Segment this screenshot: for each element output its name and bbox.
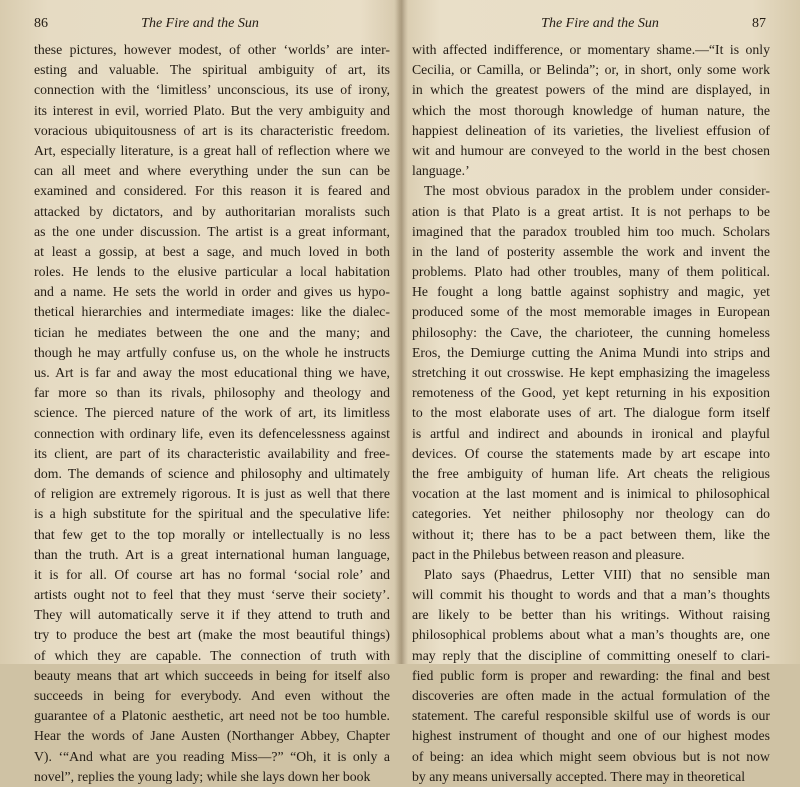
text-line: Art, especially literature, is a great hall of reflection where we bbox=[34, 142, 390, 158]
text-line: beauty means that art which succeeds in being for itself also bbox=[34, 667, 390, 683]
text-line: that few get to the top morally or intellectually is no less bbox=[34, 526, 390, 542]
text-line: guarantee of a Platonic aesthetic, art need not be too humble. bbox=[34, 708, 390, 724]
text-line: to the most elaborate uses of art. The dialogue form itself bbox=[412, 405, 770, 421]
text-line: its client, are part of its characteristic availability and free- bbox=[34, 445, 390, 461]
text-line: roles. He lends to the elusive particular a local habitation bbox=[34, 264, 390, 280]
running-head: The Fire and the Sun bbox=[141, 16, 259, 31]
text-line: far more so than its rivals, philosophy and theology and bbox=[34, 385, 390, 401]
text-line: artists ought not to feel that they must ‘serve their society’. bbox=[34, 587, 390, 603]
text-line: problems. Plato had other troubles, many of them political. bbox=[412, 264, 770, 280]
text-line: try to produce the best art (make the most beautiful things) bbox=[34, 627, 390, 643]
page-number: 87 bbox=[752, 16, 766, 31]
text-line: dom. The demands of science and philosophy and ultimately bbox=[34, 465, 390, 481]
text-line: will commit his thought to words and that a man’s thoughts bbox=[412, 587, 770, 603]
text-line: voracious ubiquitousness of art is its characteristic freedom. bbox=[34, 122, 390, 138]
text-line: of being: an idea which might seem obvious but is not now bbox=[412, 748, 770, 764]
text-line: highest instrument of thought and one of our highest modes bbox=[412, 728, 770, 744]
text-line: with affected indifference, or momentary shame.—“It is only bbox=[412, 42, 770, 57]
left-page bbox=[0, 0, 400, 784]
text-line: in which the greatest powers of the mind are displayed, in bbox=[412, 82, 770, 98]
text-line: it is for all. Of course art has no formal ‘social role’ and bbox=[34, 566, 390, 582]
text-line: connection with the ‘limitless’ unconscious, its use of irony, bbox=[34, 82, 390, 98]
text-line: in the land of posterity assemble the work and invent the bbox=[412, 243, 770, 259]
text-line: of which they are capable. The connection of truth with bbox=[34, 647, 390, 663]
text-line: these pictures, however modest, of other ‘worlds’ are inter- bbox=[34, 42, 390, 57]
text-line: though he may artfully confuse us, on the whole he instructs bbox=[34, 344, 390, 360]
text-line: fied public form is proper and rewarding: the final and best bbox=[412, 667, 770, 683]
text-line: V). ‘“And what are you reading Miss—?” “Oh, it is only a bbox=[34, 748, 390, 764]
text-line: connection with ordinary life, even its defencelessness against bbox=[34, 425, 390, 441]
text-line: devices. Of course the statements made by art escape into bbox=[412, 445, 770, 461]
text-line: They will automatically serve it if they attend to truth and bbox=[34, 607, 390, 623]
text-line: produced some of the most memorable images in European bbox=[412, 304, 770, 320]
text-line: philosophy: the Cave, the charioteer, the cunning homeless bbox=[412, 324, 770, 340]
text-line: Eros, the Demiurge cutting the Anima Mundi into strips and bbox=[412, 344, 770, 360]
text-line: remoteness of the Good, yet kept returning in his exposition bbox=[412, 385, 770, 401]
text-line: its interest in evil, worried Plato. But the very ambiguity and bbox=[34, 102, 390, 118]
right-page bbox=[400, 0, 800, 784]
text-line: imagined that the paradox troubled him too much. Scholars bbox=[412, 223, 770, 239]
text-line: the free ambiguity of human life. Art cheats the religious bbox=[412, 465, 770, 481]
text-line: can all meet and where everything under the sun can be bbox=[34, 163, 390, 179]
text-line: wit and humour are conveyed to the world in the best chosen bbox=[412, 142, 770, 158]
text-line: is artful and indirect and abounds in ironical and playful bbox=[412, 425, 770, 441]
page-number: 86 bbox=[34, 16, 48, 31]
text-line: categories. Yet neither philosophy nor theology can do bbox=[412, 506, 770, 522]
text-line: attacked by dictators, and by authoritarian moralists such bbox=[34, 203, 390, 219]
right-page-text bbox=[412, 40, 770, 787]
text-line: vocation at the last moment and is inimical to philosophical bbox=[412, 486, 770, 502]
text-line: philosophical problems about what a man’s thoughts are, one bbox=[412, 627, 770, 643]
text-line: ation is that Plato is a great artist. It is not perhaps to be bbox=[412, 203, 770, 219]
text-line: stretching it out crosswise. He kept emphasizing the imageless bbox=[412, 365, 770, 380]
text-line: are likely to be better than his writings. Without raising bbox=[412, 607, 770, 623]
text-line: The most obvious paradox in the problem under consider- bbox=[424, 183, 770, 199]
text-line: of religion are extremely rigorous. It is just as well that there bbox=[34, 486, 390, 502]
text-line: novel”, replies the young lady; while she lays down her book bbox=[34, 768, 371, 784]
text-line: and a name. He sets the world in order and gives us hypo- bbox=[34, 284, 390, 300]
text-line: language.’ bbox=[412, 163, 470, 179]
left-page-text bbox=[34, 40, 390, 787]
text-line: Cecilia, or Camilla, or Belinda”; or, in short, only some work bbox=[412, 62, 770, 78]
text-line: happiest delineation of its varieties, the liveliest effusion of bbox=[412, 122, 770, 138]
text-line: is a high substitute for the spiritual and the speculative life: bbox=[34, 506, 390, 522]
text-line: at least a gossip, at best a sage, and much loved in both bbox=[34, 243, 390, 259]
text-line: tician he mediates between the one and the many; and bbox=[34, 324, 390, 340]
text-line: than the truth. Art is a great international human language, bbox=[34, 546, 390, 562]
text-line: Hear the words of Jane Austen (Northanger Abbey, Chapter bbox=[34, 728, 390, 744]
text-line: us. Art is far and away the most educational thing we have, bbox=[34, 365, 390, 380]
text-line: statement. The careful responsible skilful use of words is our bbox=[412, 708, 770, 724]
text-line: which the most thorough knowledge of human nature, the bbox=[412, 102, 770, 118]
text-line: pact in the Philebus between reason and pleasure. bbox=[412, 546, 685, 562]
text-line: He fought a long battle against sophistry and magic, yet bbox=[412, 284, 770, 300]
text-line: as the one under discussion. The artist is a great informant, bbox=[34, 223, 390, 239]
text-line: without it; there has to be a pact between them, like the bbox=[412, 526, 770, 542]
text-line: science. The pierced nature of the work of art, its limitless bbox=[34, 405, 390, 421]
text-line: examined and considered. For this reason it is feared and bbox=[34, 183, 390, 199]
text-line: succeeds in being for everybody. And even without the bbox=[34, 688, 390, 703]
text-line: esting and valuable. The spiritual ambiguity of art, its bbox=[34, 62, 390, 78]
text-line: may reply that the discipline of committing oneself to clari- bbox=[412, 647, 770, 663]
text-line: discoveries are often made in the actual formulation of the bbox=[412, 688, 770, 703]
text-line: by any means universally accepted. There may in theoretical bbox=[412, 768, 746, 784]
text-line: Plato says (Phaedrus, Letter VIII) that no sensible man bbox=[424, 566, 770, 582]
text-line: thetical hierarchies and intermediate images: like the dialec- bbox=[34, 304, 390, 320]
running-head: The Fire and the Sun bbox=[541, 16, 659, 31]
